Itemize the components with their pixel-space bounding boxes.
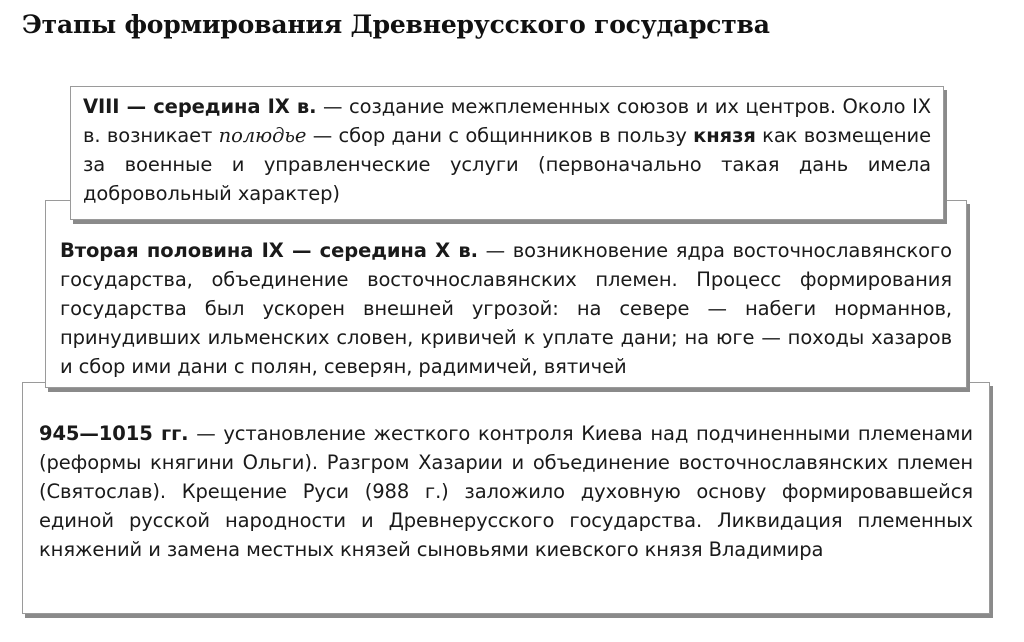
stage-3-text [23,383,989,564]
stage-1-desc-part-1: — создание межплеменных союзов и их центров. Около IX в. возникает [83,95,931,147]
stage-card-3 [22,382,990,614]
page-title: Этапы формирования Древнерусского государства [22,10,770,39]
stage-2-text [46,201,966,381]
stage-1-desc-part-3: как возмещение за военные и управленческие услуги (первоначально такая дань имела добровольный характер) [83,124,932,205]
stage-1-term-prince: князя [693,124,756,147]
stage-card-1 [70,86,944,220]
stage-card-2 [45,200,967,388]
stage-1-period: VIII — середина IX в. [83,95,317,118]
stage-1-text [71,87,943,208]
stage-3-period: 945—1015 гг. [39,422,189,445]
stage-3-desc: — установление жесткого контроля Киева над подчиненными племенами (реформы княгини Ольги). Разгром Хазарии и объединение восточнославянских племен (Святослав). Крещение Руси (988 г.) заложило духовную основу формировавшейся единой русской народности и Древнерусского государства. Ликвидация племенных княжений и замена местных князей сыновьями киевского князя Владимира [39,422,973,561]
stage-1-term-poliudie: полюдье [218,124,307,147]
stage-1-desc-part-2: — сбор дани с общинников в пользу [306,124,694,147]
stage-2-desc: — возникновение ядра восточнославянского государства, объединение восточнославянских племен. Процесс формирования государства был ускорен внешней угрозой: на севере — набеги норманнов, принудивших ильменских словен, кривичей к уплате дани; на юге — походы хазаров и сбор ими дани с полян, северян, радимичей, вятичей [60,239,952,378]
stage-2-period: Вторая половина IX — середина X в. [60,239,478,262]
